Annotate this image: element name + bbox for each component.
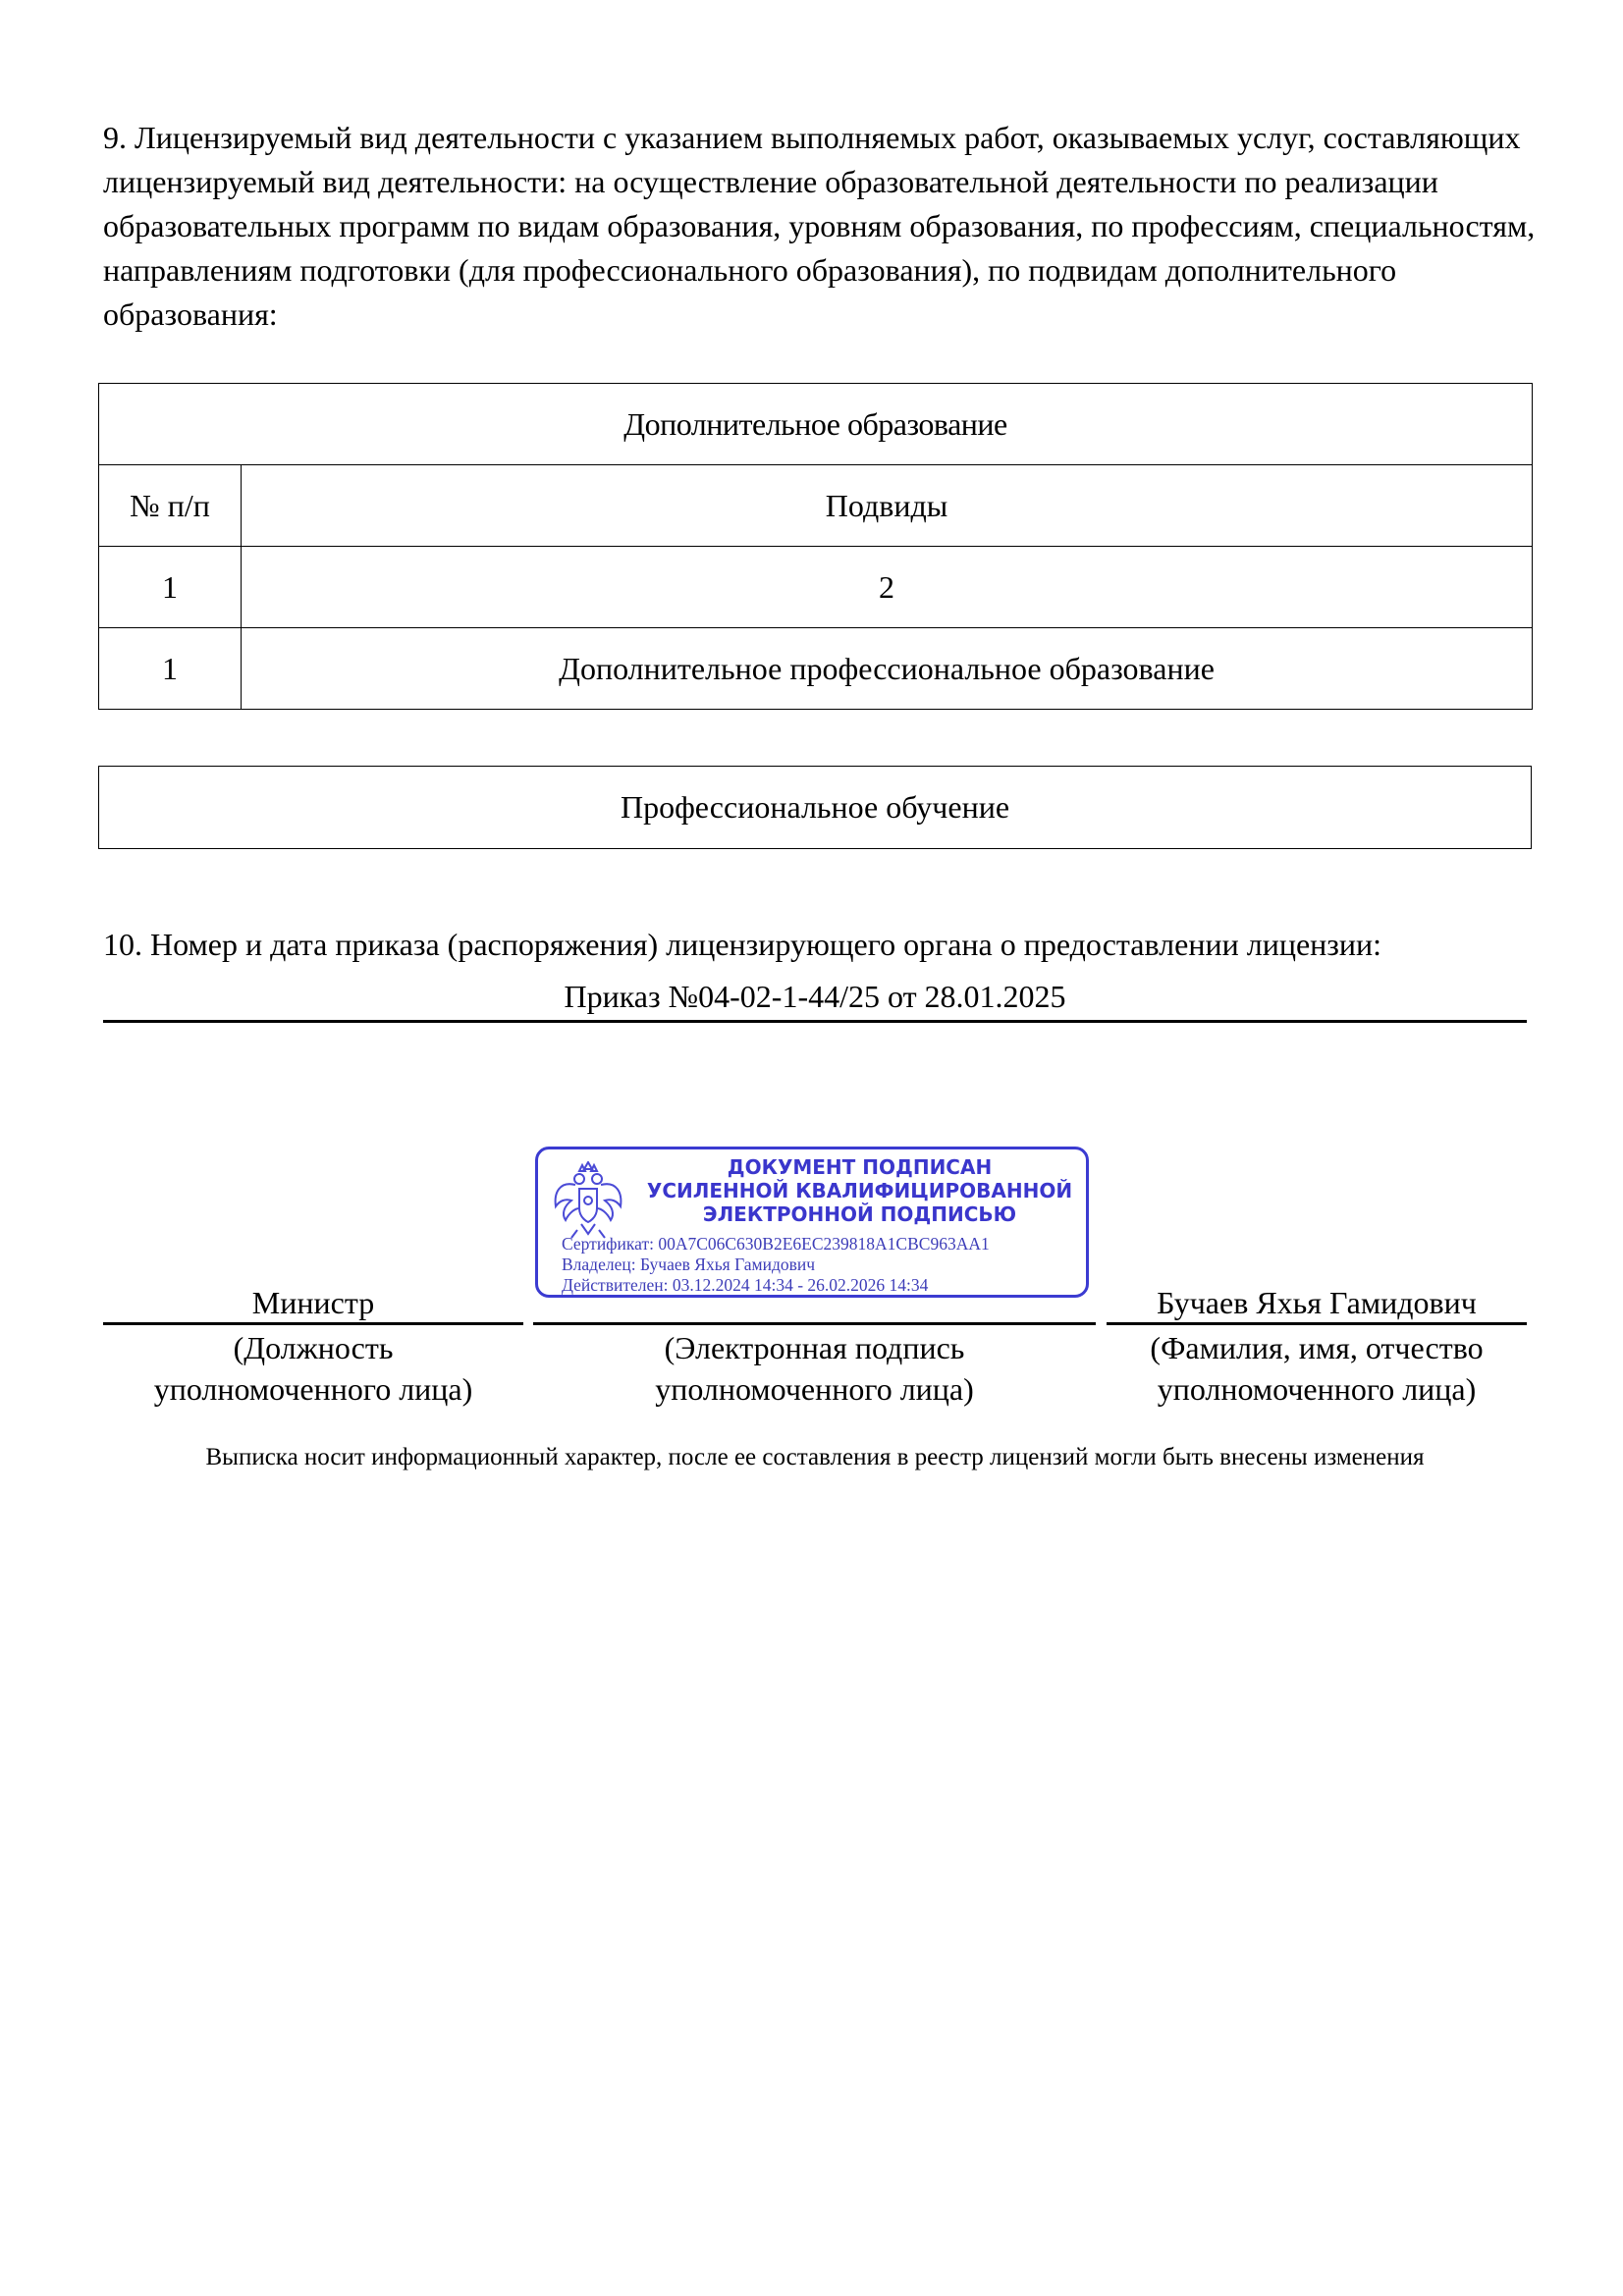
table-title: Профессиональное обучение (99, 767, 1532, 849)
order-number: Приказ №04-02-1-44/25 от 28.01.2025 (103, 977, 1527, 1023)
table-header-row (99, 384, 1533, 465)
electronic-signature-stamp (535, 1147, 1089, 1298)
caption-line: (Фамилия, имя, отчество (1150, 1330, 1484, 1365)
caption-line: уполномоченного лица) (1157, 1371, 1477, 1407)
stamp-validity: Действителен: 03.12.2024 14:34 - 26.02.2026 14:34 (562, 1275, 929, 1295)
caption-line: (Электронная подпись (664, 1330, 965, 1365)
row-number-cell: 1 (99, 628, 242, 710)
stamp-title-line: ДОКУМЕНТ ПОДПИСАН (727, 1155, 993, 1179)
section-9-text: 9. Лицензируемый вид деятельности с указанием выполняемых работ, оказываемых услуг, составляющих лицензируемый вид деятельности: на осуществление образовательной деятельности по реализации образовательных программ по видам образования, уровням образования, по профессиям, специальностям, направлениям подготовки (для профессионального образования), по подвидам дополнительного образования: (103, 120, 1536, 332)
column-header-subtypes: Подвиды (242, 465, 1533, 547)
stamp-details (562, 1234, 990, 1296)
table-title: Дополнительное образование (99, 384, 1533, 465)
table-index-row (99, 547, 1533, 628)
caption-line: уполномоченного лица) (153, 1371, 473, 1407)
signature-position-column (103, 1283, 523, 1410)
table-header-row (99, 767, 1532, 849)
stamp-title (636, 1155, 1083, 1226)
professional-training-table (98, 766, 1532, 849)
additional-education-table (98, 383, 1533, 710)
signer-name: Бучаев Яхья Гамидович (1157, 1285, 1477, 1320)
signature-name-column (1107, 1283, 1527, 1410)
stamp-title-line: ЭЛЕКТРОННОЙ ПОДПИСЬЮ (702, 1202, 1017, 1226)
section-10-text: 10. Номер и дата приказа (распоряжения) лицензирующего органа о предоставлении лицензии: (103, 927, 1382, 962)
footer-note: Выписка носит информационный характер, после ее составления в реестр лицензий могли быть внесены изменения (205, 1444, 1425, 1470)
index-cell-subtypes: 2 (242, 547, 1533, 628)
table-row (99, 628, 1533, 710)
stamp-owner: Владелец: Бучаев Яхья Гамидович (562, 1255, 816, 1274)
stamp-certificate: Сертификат: 00A7C06C630B2E6EC239818A1CBC963AA1 (562, 1234, 990, 1254)
position-value: Министр (251, 1285, 375, 1320)
caption-line: (Должность (233, 1330, 394, 1365)
table-column-headers (99, 465, 1533, 547)
name-caption (1107, 1325, 1527, 1410)
column-header-number: № п/п (99, 465, 242, 547)
caption-line: уполномоченного лица) (655, 1371, 974, 1407)
esign-caption (533, 1325, 1096, 1410)
index-cell-number: 1 (99, 547, 242, 628)
row-subtype-cell: Дополнительное профессиональное образование (242, 628, 1533, 710)
stamp-title-line: УСИЛЕННОЙ КВАЛИФИЦИРОВАННОЙ (646, 1179, 1073, 1202)
position-caption (103, 1325, 523, 1410)
signature-esign-column (533, 1283, 1096, 1410)
